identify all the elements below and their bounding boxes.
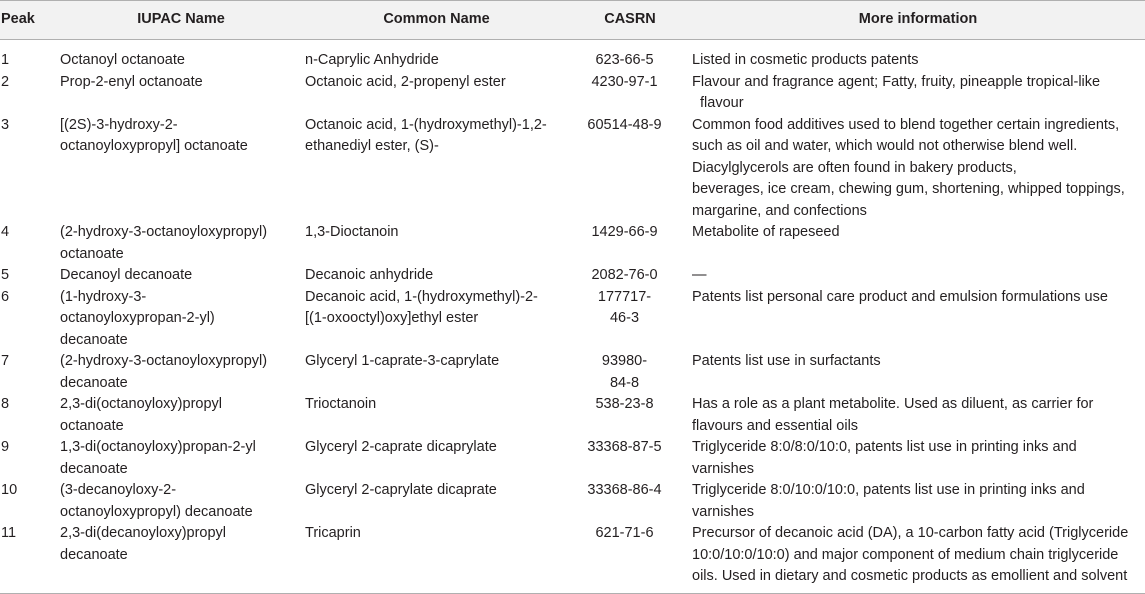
cell-common-name — [304, 115, 569, 223]
cell-more-information — [691, 351, 1145, 394]
cell-casrn — [569, 287, 691, 352]
cell-iupac-name — [58, 222, 304, 265]
cell-line: [(2S)-3-hydroxy-2- — [60, 116, 178, 133]
cell-more-information — [691, 523, 1145, 593]
cell-line: Decanoyl decanoate — [60, 267, 193, 283]
header-iupac-name: IUPAC Name — [58, 1, 304, 40]
cell-line: Diacylglycerols are often found in bakery products, — [692, 159, 1017, 176]
cell-more-information — [691, 72, 1145, 115]
cell-line: (1-hydroxy-3- — [60, 288, 147, 305]
cell-line: 10:0/10:0/10:0) and major component of medium chain triglyceride — [692, 546, 1119, 563]
cell-iupac-name — [58, 523, 304, 593]
cell-peak: 11 — [0, 523, 58, 593]
cell-line: 621-71-6 — [595, 525, 654, 541]
cell-line: Trioctanoin — [305, 396, 377, 412]
cell-iupac-name — [58, 115, 304, 223]
cell-line: 4230-97-1 — [591, 73, 658, 90]
cell-line: Glyceryl 1-caprate-3-caprylate — [305, 353, 500, 369]
cell-line: varnishes — [692, 503, 755, 520]
cell-iupac-name — [58, 287, 304, 352]
header-peak: Peak — [0, 1, 58, 40]
cell-line: Glyceryl 2-caprate dicaprylate — [305, 439, 497, 455]
cell-line: decanoate — [60, 374, 128, 391]
cell-iupac-name — [58, 351, 304, 394]
cell-casrn — [569, 523, 691, 593]
table-header-row — [0, 1, 1145, 40]
cell-line: flavour — [700, 95, 744, 111]
cell-common-name — [304, 351, 569, 394]
cell-line: Common food additives used to blend together certain ingredients, — [692, 116, 1120, 133]
cell-line: octanoyloxypropyl) decanoate — [60, 503, 253, 520]
cell-line: 538-23-8 — [595, 396, 654, 412]
cell-more-information — [691, 287, 1145, 352]
cell-more-information — [691, 115, 1145, 223]
cell-common-name — [304, 480, 569, 523]
cell-iupac-name — [58, 480, 304, 523]
cell-iupac-name — [58, 265, 304, 287]
cell-line: 84-8 — [609, 374, 640, 391]
cell-line: Has a role as a plant metabolite. Used as diluent, as carrier for — [692, 396, 1094, 412]
cell-common-name — [304, 523, 569, 593]
table-row — [0, 72, 1145, 115]
cell-line: varnishes — [692, 460, 755, 477]
cell-casrn — [569, 265, 691, 287]
header-casrn: CASRN — [569, 1, 691, 40]
cell-line: octanoate — [60, 417, 124, 434]
cell-iupac-name — [58, 72, 304, 115]
table-row — [0, 222, 1145, 265]
cell-line: 1,3-di(octanoyloxy)propan-2-yl — [60, 439, 256, 455]
cell-line: Octanoyl octanoate — [60, 52, 185, 68]
cell-common-name — [304, 437, 569, 480]
table-row — [0, 437, 1145, 480]
cell-peak: 10 — [1, 482, 18, 498]
table-row — [0, 351, 1145, 394]
cell-line: margarine, and confections — [692, 202, 867, 219]
table-row — [0, 40, 1145, 72]
cell-line: flavours and essential oils — [692, 417, 859, 434]
cell-line: (3-decanoyloxy-2- — [60, 482, 177, 498]
cell-line: Triglyceride 8:0/8:0/10:0, patents list use in printing inks and — [692, 439, 1077, 455]
cell-line: [(1-oxooctyl)oxy]ethyl ester — [305, 310, 479, 326]
cell-line: ethanediyl ester, (S)- — [305, 138, 439, 154]
cell-casrn — [569, 437, 691, 480]
cell-line: 93980- — [601, 353, 648, 369]
cell-line: (2-hydroxy-3-octanoyloxypropyl) — [60, 353, 268, 369]
cell-line: Flavour and fragrance agent; Fatty, fruity, pineapple tropical-like — [692, 73, 1101, 90]
cell-line: decanoate — [60, 460, 128, 477]
cell-common-name — [304, 222, 569, 265]
cell-line: Octanoic acid, 1-(hydroxymethyl)-1,2- — [305, 116, 547, 133]
cell-line: 2,3-di(octanoyloxy)propyl — [60, 396, 222, 412]
cell-line: octanoyloxypropyl] octanoate — [60, 138, 248, 154]
cell-peak: 7 — [1, 353, 10, 369]
table-row — [0, 394, 1145, 437]
cell-line: decanoate — [60, 546, 128, 563]
cell-peak: 5 — [1, 267, 10, 283]
cell-line: 33368-86-4 — [587, 482, 662, 498]
cell-peak: 4 — [1, 224, 10, 240]
cell-casrn — [569, 40, 691, 72]
table-row — [0, 265, 1145, 287]
cell-line: 46-3 — [609, 310, 640, 326]
cell-common-name — [304, 72, 569, 115]
cell-line: Listed in cosmetic products patents — [692, 52, 919, 68]
cell-common-name — [304, 287, 569, 352]
cell-casrn — [569, 351, 691, 394]
cell-line: 2,3-di(decanoyloxy)propyl — [60, 525, 227, 541]
header-more-information: More information — [691, 1, 1145, 40]
cell-more-information — [691, 222, 1145, 265]
cell-iupac-name — [58, 394, 304, 437]
cell-line: oils. Used in dietary and cosmetic products as emollient and solvent — [692, 568, 1128, 584]
cell-line: decanoate — [60, 331, 128, 348]
cell-line: 33368-87-5 — [587, 439, 662, 455]
cell-line: (2-hydroxy-3-octanoyloxypropyl) — [60, 224, 268, 240]
cell-line: Patents list use in surfactants — [692, 353, 881, 369]
cell-line: octanoyloxypropan-2-yl) — [60, 310, 215, 326]
cell-line: 623-66-5 — [595, 52, 654, 68]
cell-common-name — [304, 265, 569, 287]
cell-line: n-Caprylic Anhydride — [305, 52, 439, 68]
cell-more-information — [691, 437, 1145, 480]
cell-line: Octanoic acid, 2-propenyl ester — [305, 73, 506, 90]
table-row — [0, 523, 1145, 593]
cell-peak: 1 — [1, 52, 10, 68]
cell-common-name — [304, 394, 569, 437]
table-row — [0, 287, 1145, 352]
cell-more-information — [691, 40, 1145, 72]
cell-line: — — [692, 267, 707, 283]
cell-line: 177717- — [597, 288, 652, 305]
cell-casrn — [569, 394, 691, 437]
cell-line: 1,3-Dioctanoin — [305, 224, 399, 240]
cell-iupac-name — [58, 40, 304, 72]
cell-line: Tricaprin — [305, 525, 361, 541]
header-common-name: Common Name — [304, 1, 569, 40]
cell-peak: 3 — [1, 116, 10, 133]
table-body — [0, 40, 1145, 594]
cell-peak: 8 — [1, 396, 10, 412]
cell-casrn — [569, 115, 691, 223]
cell-line: octanoate — [60, 245, 124, 262]
cell-line: Prop-2-enyl octanoate — [60, 73, 203, 90]
cell-peak: 6 — [1, 288, 10, 305]
cell-more-information — [691, 480, 1145, 523]
cell-casrn — [569, 72, 691, 115]
cell-line: Decanoic acid, 1-(hydroxymethyl)-2- — [305, 288, 538, 305]
cell-line: such as oil and water, which would not otherwise blend well. — [692, 138, 1078, 154]
cell-line: 2082-76-0 — [591, 267, 658, 283]
cell-casrn — [569, 222, 691, 265]
cell-peak: 9 — [1, 439, 10, 455]
cell-line: Precursor of decanoic acid (DA), a 10-carbon fatty acid (Triglyceride — [692, 525, 1129, 541]
cell-line: beverages, ice cream, chewing gum, shortening, whipped toppings, — [692, 181, 1125, 197]
cell-casrn — [569, 480, 691, 523]
cell-line: 60514-48-9 — [587, 116, 662, 133]
cell-line: Patents list personal care product and emulsion formulations use — [692, 288, 1108, 305]
cell-line: Metabolite of rapeseed — [692, 224, 840, 240]
cell-line: Triglyceride 8:0/10:0/10:0, patents list use in printing inks and — [692, 482, 1085, 498]
table-row — [0, 115, 1145, 223]
cell-line: Glyceryl 2-caprylate dicaprate — [305, 482, 497, 498]
table-row — [0, 480, 1145, 523]
cell-common-name — [304, 40, 569, 72]
cell-more-information — [691, 394, 1145, 437]
cell-peak: 2 — [1, 73, 10, 90]
cell-line: Decanoic anhydride — [305, 267, 434, 283]
cell-more-information — [691, 265, 1145, 287]
cell-line: 1429-66-9 — [591, 224, 658, 240]
cell-iupac-name — [58, 437, 304, 480]
